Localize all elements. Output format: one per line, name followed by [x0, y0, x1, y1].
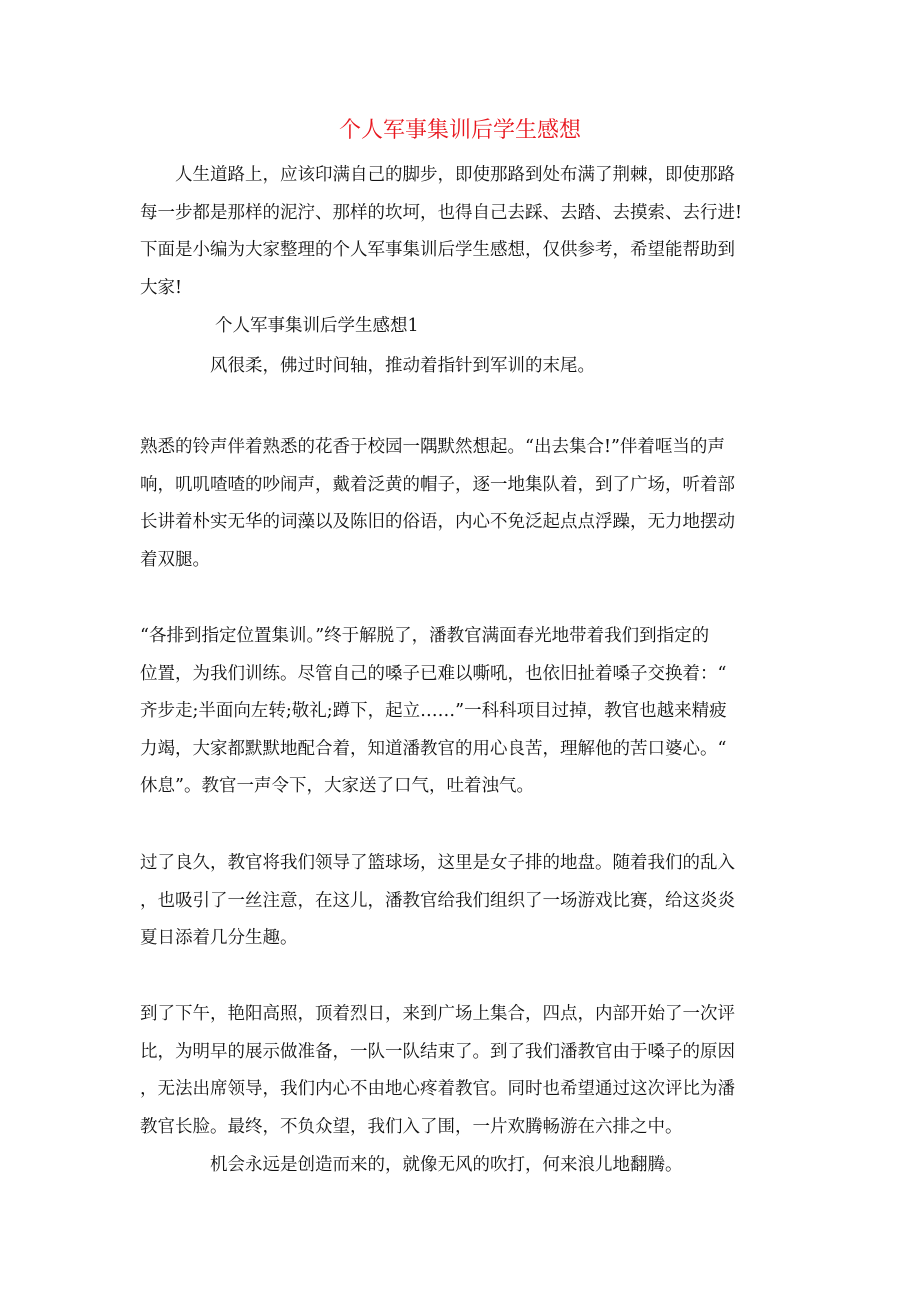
- paragraph-line: 每一步都是那样的泥泞、那样的坎坷，也得自己去踩、去踏、去摸索、去行进!: [140, 202, 743, 223]
- paragraph-line: “各排到指定位置集训。”终于解脱了，潘教官满面春光地带着我们到指定的: [140, 626, 710, 646]
- section-heading: [140, 308, 780, 346]
- paragraph-line: ，无法出席领导，我们内心不由地心疼着教官。同时也希望通过这次评比为潘: [140, 1079, 735, 1099]
- paragraph-line: 下面是小编为大家整理的个人军事集训后学生感想，仅供参考，希望能帮助到: [140, 240, 735, 260]
- paragraph-line: 机会永远是创造而来的，就像无风的吹打，何来浪儿地翻腾。: [210, 1155, 683, 1175]
- paragraph-line: 教官长脸。最终，不负众望，我们入了围，一片欢腾畅游在六排之中。: [140, 1116, 683, 1137]
- paragraph-line: 着双腿。: [140, 549, 210, 570]
- paragraph-training: [140, 618, 780, 806]
- paragraph-evaluation: [140, 996, 780, 1146]
- intro-paragraph: [140, 157, 780, 307]
- paragraph-line: 力竭，大家都默默地配合着，知道潘教官的用心良苦，理解他的苦口婆心。“: [140, 738, 727, 759]
- paragraph-line: 大家!: [140, 277, 183, 298]
- paragraph-line: 休息”。教官一声令下，大家送了口气，吐着浊气。: [140, 776, 534, 796]
- paragraph-line: ，也吸引了一丝注意，在这儿，潘教官给我们组织了一场游戏比赛，给这炎炎: [140, 890, 735, 911]
- paragraph-line: 到了下午，艳阳高照，顶着烈日，来到广场上集合，四点，内部开始了一次评: [140, 1004, 735, 1024]
- paragraph-line: 人生道路上，应该印满自己的脚步，即使那路到处布满了荆棘，即使那路: [175, 165, 735, 185]
- paragraph-line: 过了良久，教官将我们领导了篮球场，这里是女子排的地盘。随着我们的乱入: [140, 853, 735, 873]
- paragraph-line: 夏日添着几分生趣。: [140, 928, 298, 948]
- paragraph-line: 齐步走;半面向左转;敬礼;蹲下，起立……”一科科项目过掉，教官也越来精疲: [140, 701, 727, 721]
- closing-paragraph: [140, 1147, 780, 1185]
- paragraph-basketball: [140, 845, 780, 958]
- paragraph-line: 熟悉的铃声伴着熟悉的花香于校园一隅默然想起。“出去集合!”伴着哐当的声: [140, 437, 725, 457]
- opening-paragraph: [140, 348, 780, 386]
- section-heading-text: 个人军事集训后学生感想1: [215, 316, 419, 336]
- paragraph-line: 长讲着朴实无华的词藻以及陈旧的俗语，内心不免泛起点点浮躁，无力地摆动: [140, 512, 735, 532]
- paragraph-line: 响，叽叽喳喳的吵闹声，戴着泛黄的帽子，逐一地集队着，到了广场，听着部: [140, 474, 735, 495]
- paragraph-line: 比，为明早的展示做准备，一队一队结束了。到了我们潘教官由于嗓子的原因: [140, 1041, 735, 1062]
- paragraph-line: 风很柔，佛过时间轴，推动着指针到军训的末尾。: [210, 356, 595, 376]
- document-title: 个人军事集训后学生感想: [338, 118, 581, 143]
- paragraph-assembly: [140, 429, 780, 579]
- paragraph-line: 位置，为我们训练。尽管自己的嗓子已难以嘶吼，也依旧扯着嗓子交换着：“: [140, 663, 727, 684]
